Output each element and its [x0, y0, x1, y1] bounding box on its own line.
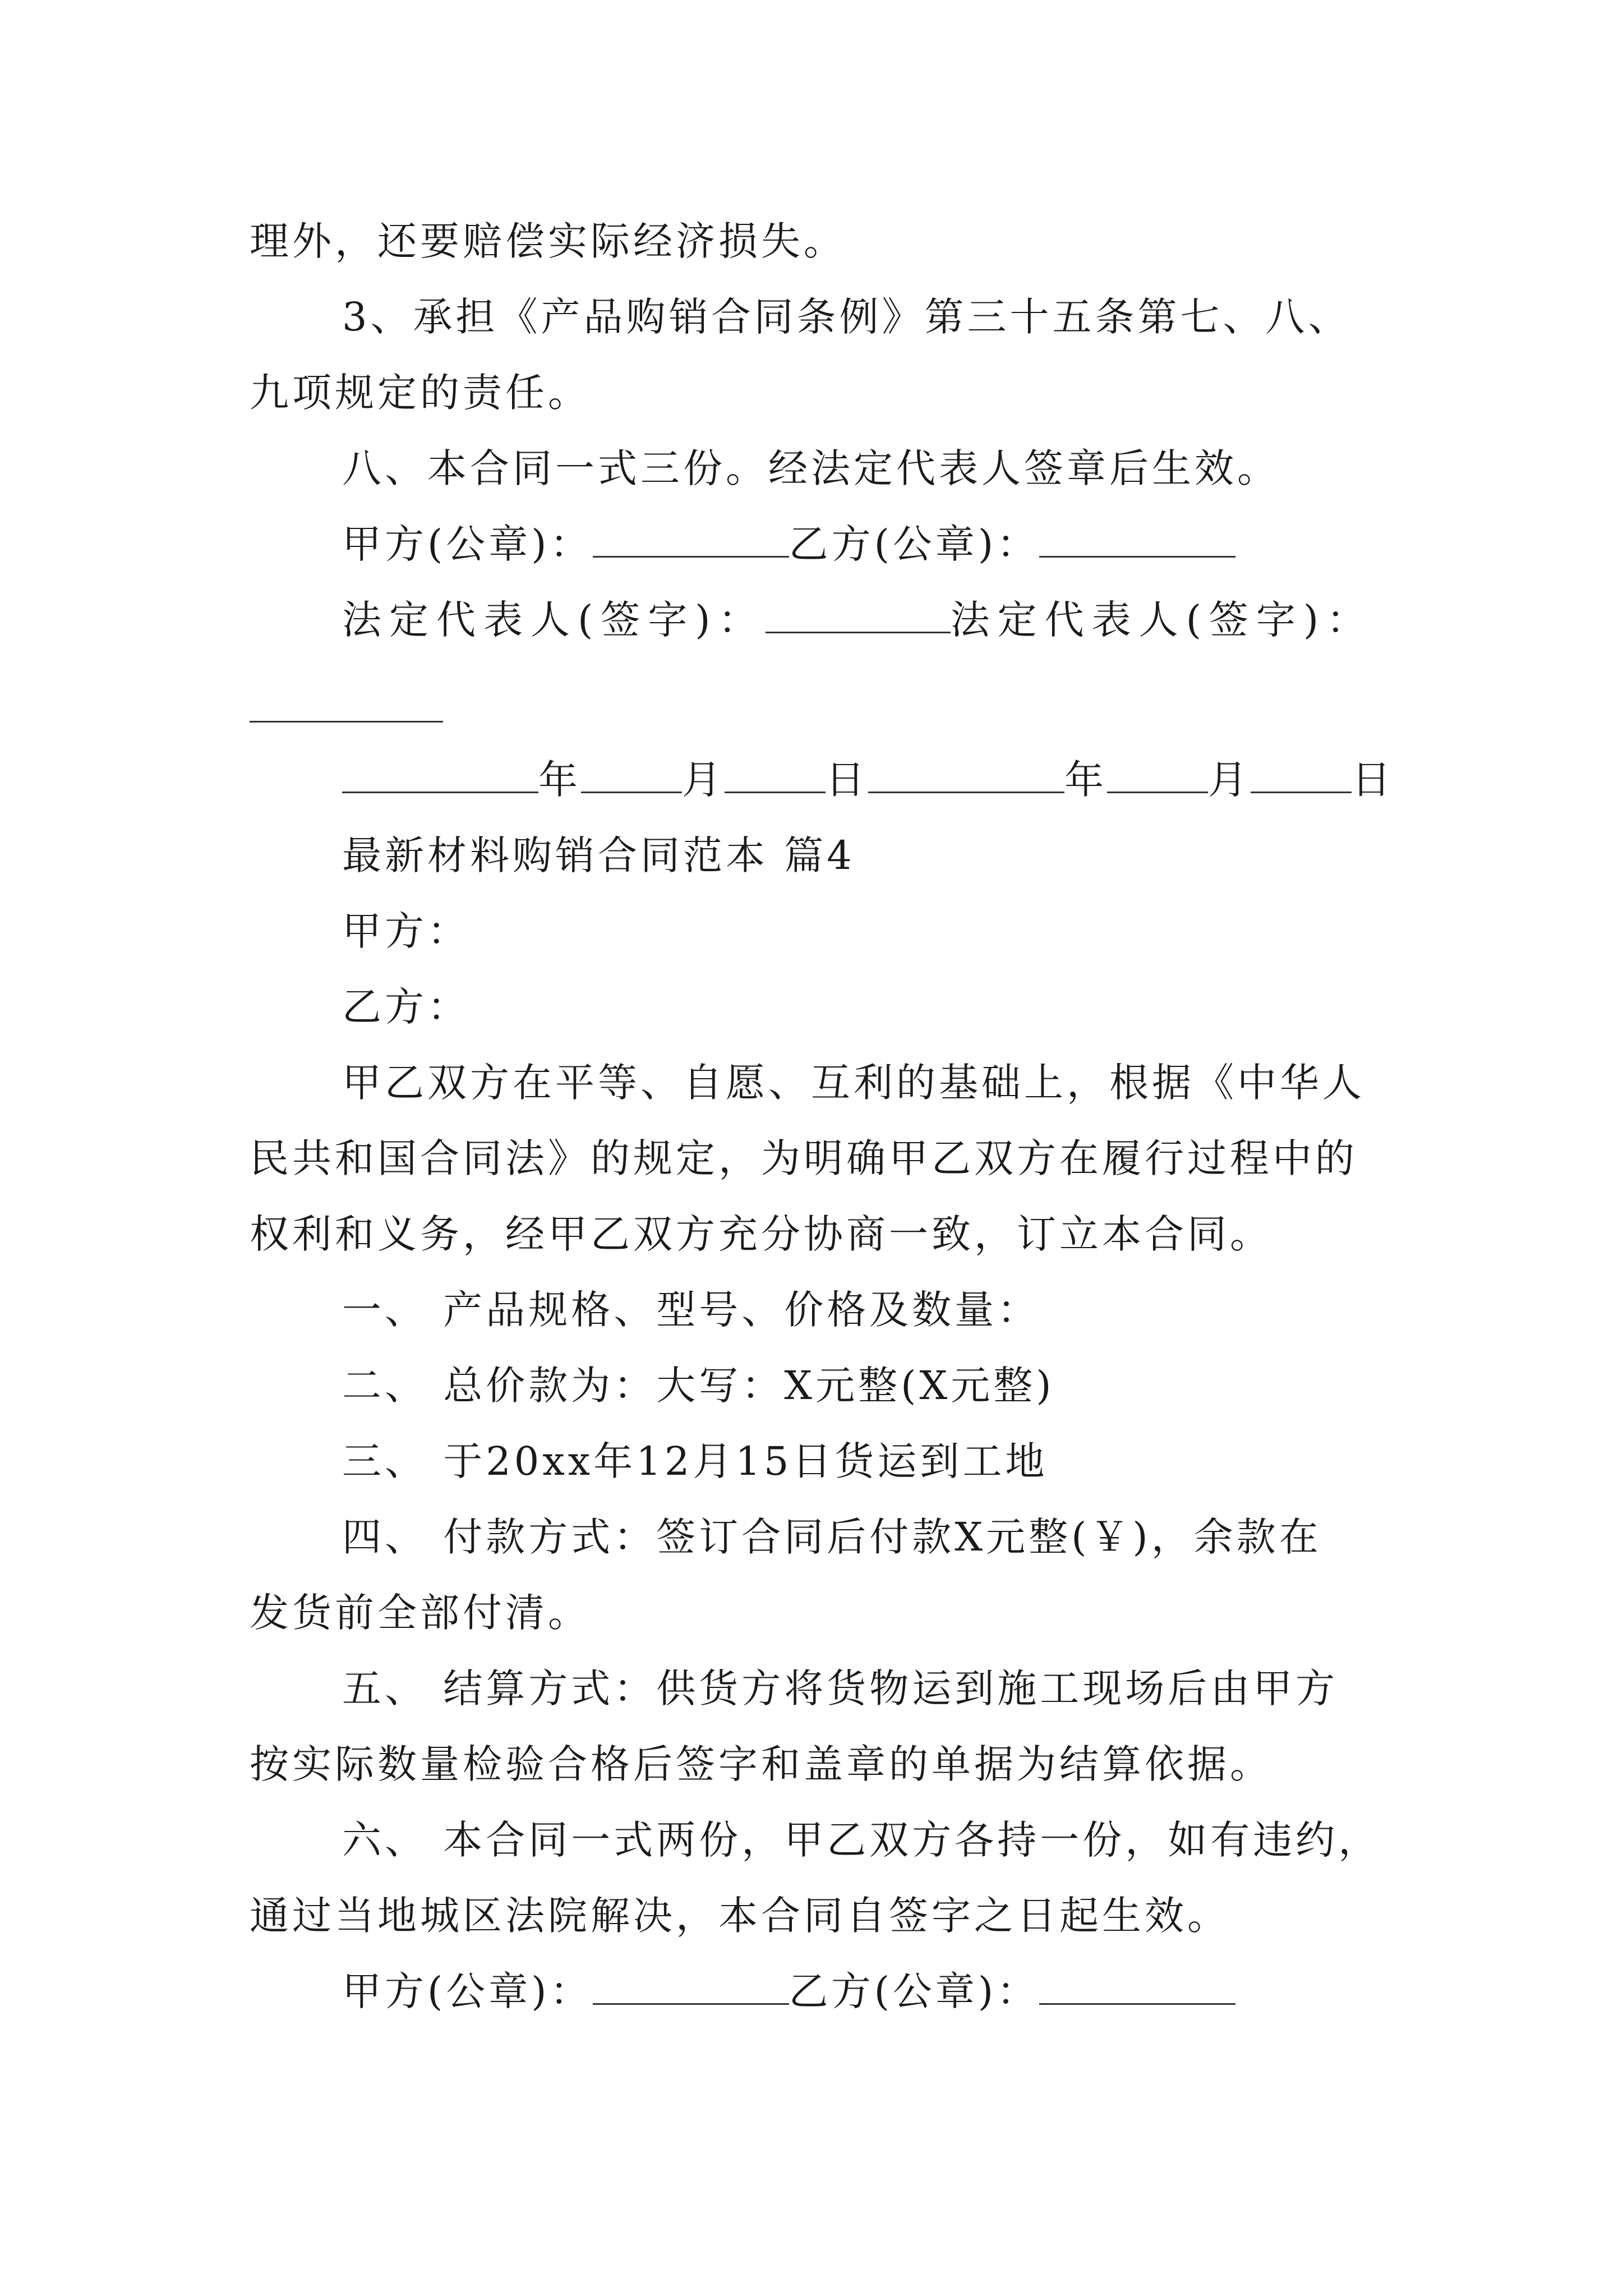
section-title: 最新材料购销合同范本 篇4 [342, 832, 855, 878]
intro-line: 民共和国合同法》的规定，为明确甲乙双方在履行过程中的 [250, 1135, 1358, 1181]
party-b-seal-label: 乙方(公章)： [789, 1968, 1040, 2014]
party-a-label: 甲方： [342, 908, 470, 954]
party-b-label: 乙方： [342, 984, 470, 1030]
intro-line: 权利和义务，经甲乙双方充分协商一致，订立本合同。 [250, 1211, 1272, 1257]
month-label: 月 [1208, 757, 1251, 803]
clause-4-cont: 发货前全部付清。 [250, 1590, 591, 1636]
party-a-rep-blank[interactable] [766, 595, 951, 633]
month-blank[interactable] [581, 754, 682, 793]
clause-6-cont: 通过当地城区法院解决，本合同自签字之日起生效。 [250, 1893, 1230, 1939]
text-line: 理外，还要赔偿实际经济损失。 [250, 218, 846, 264]
year-blank[interactable] [868, 754, 1064, 793]
clause-2: 二、 总价款为：大写：X元整(X元整) [342, 1363, 1055, 1409]
clause-5: 五、 结算方式：供货方将货物运到施工现场后由甲方 [342, 1665, 1339, 1711]
party-b-seal-label: 乙方(公章)： [789, 521, 1040, 567]
clause-3: 三、 于20xx年12月15日货运到工地 [342, 1438, 1048, 1484]
party-a-seal-label: 甲方(公章)： [342, 1968, 593, 2014]
date-line [342, 754, 1394, 805]
clause-6: 六、 本合同一式两份，甲乙双方各持一份，如有违约， [342, 1817, 1381, 1863]
intro-line: 甲乙双方在平等、自愿、互利的基础上，根据《中华人 [342, 1060, 1365, 1106]
year-label: 年 [1064, 757, 1107, 803]
year-label: 年 [538, 757, 581, 803]
text-line: 九项规定的责任。 [250, 370, 591, 416]
party-b-seal-blank[interactable] [1039, 1966, 1235, 2005]
clause-5-cont: 按实际数量检验合格后签字和盖章的单据为结算依据。 [250, 1741, 1272, 1787]
clause-3: 3、承担《产品购销合同条例》第三十五条第七、八、 [342, 294, 1351, 340]
year-blank[interactable] [342, 754, 538, 793]
party-b-seal-blank[interactable] [1039, 519, 1235, 558]
month-label: 月 [682, 757, 725, 803]
party-a-rep-label: 法定代表人(签字)： [342, 597, 766, 643]
day-label: 日 [1352, 757, 1394, 803]
party-b-rep-label: 法定代表人(签字)： [950, 597, 1374, 643]
day-label: 日 [826, 757, 868, 803]
day-blank[interactable] [725, 754, 826, 793]
party-b-rep-blank[interactable] [250, 721, 443, 723]
clause-4: 四、 付款方式：签订合同后付款X元整(￥)，余款在 [342, 1514, 1322, 1560]
clause-8: 八、本合同一式三份。经法定代表人签章后生效。 [342, 445, 1280, 491]
party-a-seal-blank[interactable] [593, 1966, 789, 2005]
signature-line-2 [342, 1966, 1235, 2017]
signature-line-1 [342, 519, 1235, 569]
party-a-seal-label: 甲方(公章)： [342, 521, 593, 567]
representative-line [342, 595, 1373, 645]
clause-1: 一、 产品规格、型号、价格及数量： [342, 1287, 1040, 1333]
party-a-seal-blank[interactable] [593, 519, 789, 558]
month-blank[interactable] [1107, 754, 1208, 793]
day-blank[interactable] [1251, 754, 1352, 793]
